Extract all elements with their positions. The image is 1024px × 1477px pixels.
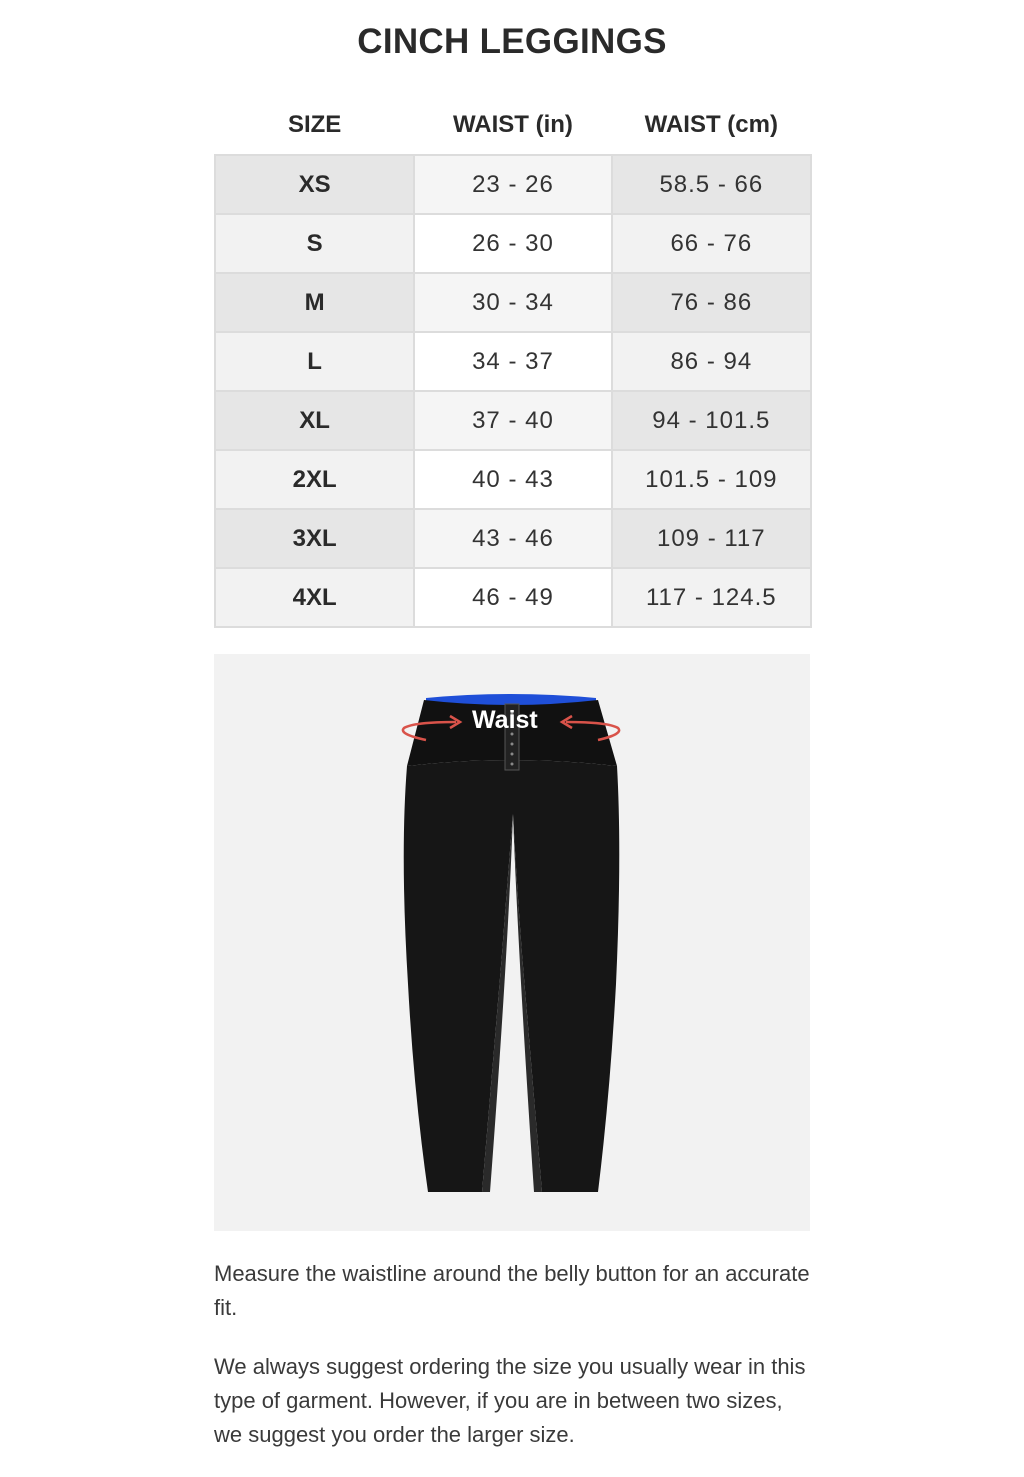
leggings-figure <box>214 654 810 1231</box>
table-header-row <box>215 96 811 155</box>
waist-cm-cell: 58.5 - 66 <box>612 155 811 214</box>
table-row <box>215 155 811 214</box>
waist-in-cell: 34 - 37 <box>414 332 611 391</box>
size-cell: 2XL <box>215 450 414 509</box>
table-row <box>215 214 811 273</box>
waist-cm-cell: 86 - 94 <box>612 332 811 391</box>
waist-cm-cell: 109 - 117 <box>612 509 811 568</box>
size-cell: 4XL <box>215 568 414 627</box>
table-row <box>215 450 811 509</box>
waist-cm-cell: 117 - 124.5 <box>612 568 811 627</box>
waist-cm-cell: 76 - 86 <box>612 273 811 332</box>
waist-in-cell: 37 - 40 <box>414 391 611 450</box>
waist-cm-cell: 101.5 - 109 <box>612 450 811 509</box>
measure-instruction: Measure the waistline around the belly button for an accurate fit. <box>214 1261 810 1320</box>
header-waist-in: WAIST (in) <box>452 111 573 138</box>
waist-in-cell: 43 - 46 <box>414 509 611 568</box>
waist-cm-cell: 66 - 76 <box>612 214 811 273</box>
waist-cm-cell: 94 - 101.5 <box>612 391 811 450</box>
header-waist-cm: WAIST (cm) <box>644 111 778 138</box>
size-cell: M <box>215 273 414 332</box>
leggings-illustration-icon <box>214 654 810 1231</box>
table-row <box>215 568 811 627</box>
leggings-legs <box>404 760 620 1192</box>
size-cell: 3XL <box>215 509 414 568</box>
size-cell: XS <box>215 155 414 214</box>
table-row <box>215 273 811 332</box>
waist-in-cell: 30 - 34 <box>414 273 611 332</box>
size-chart-table <box>214 96 812 628</box>
waist-in-cell: 46 - 49 <box>414 568 611 627</box>
waist-in-cell: 23 - 26 <box>414 155 611 214</box>
size-cell: L <box>215 332 414 391</box>
header-size: SIZE <box>287 111 342 138</box>
table-row <box>215 509 811 568</box>
table-row <box>215 332 811 391</box>
waist-in-cell: 26 - 30 <box>414 214 611 273</box>
size-suggestion: We always suggest ordering the size you usually wear in this type of garment. However, if you are in between two sizes, we suggest you order the larger size. <box>214 1354 806 1447</box>
table-row <box>215 391 811 450</box>
waist-in-cell: 40 - 43 <box>414 450 611 509</box>
size-cell: S <box>215 214 414 273</box>
size-cell: XL <box>215 391 414 450</box>
waist-label: Waist <box>472 706 538 734</box>
page-title: CINCH LEGGINGS <box>357 22 667 61</box>
